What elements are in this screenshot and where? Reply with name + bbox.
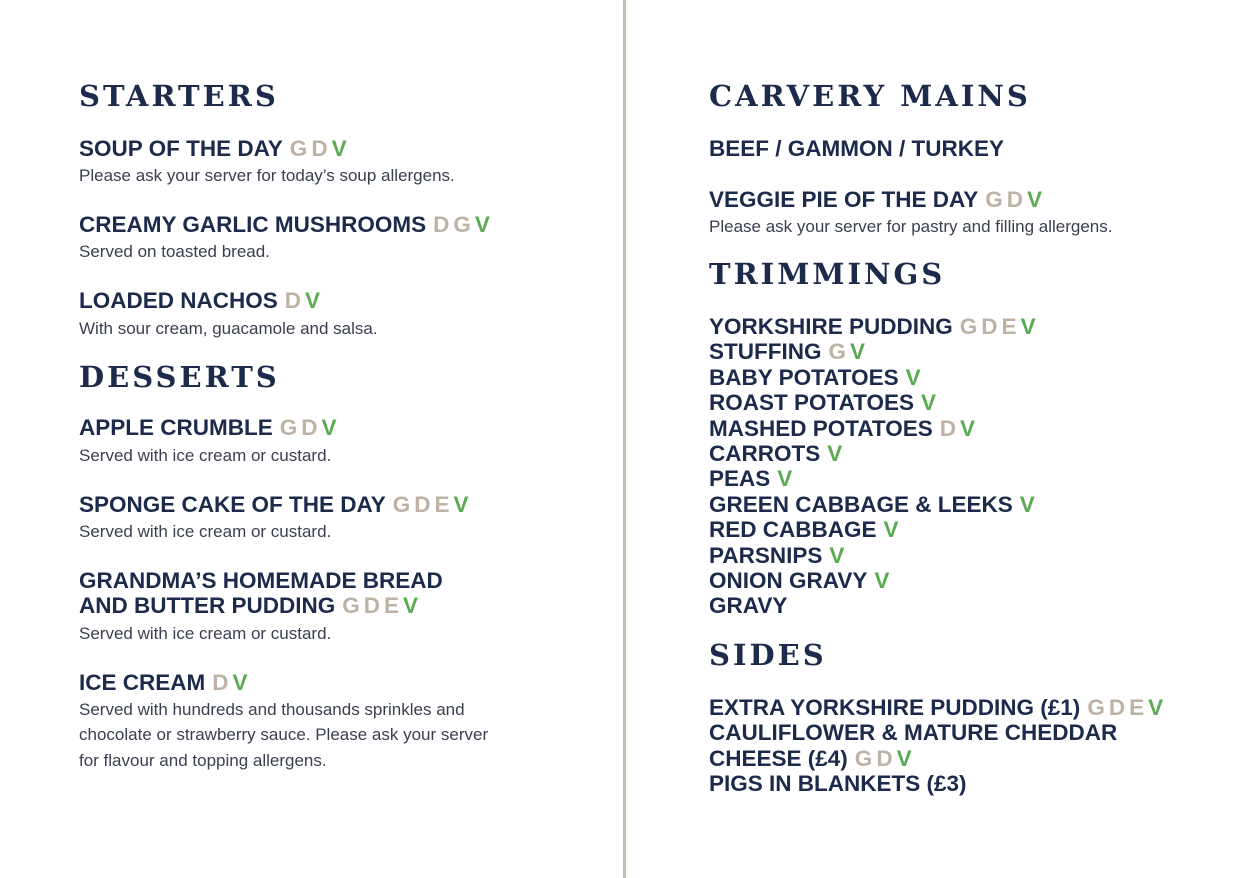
tag-egg: E [1001,314,1017,339]
menu-item-sponge-cake [79,492,469,518]
tag-gluten: G [959,314,978,339]
item-name: SPONGE CAKE OF THE DAY [79,492,386,517]
tag-gluten: G [985,187,1003,212]
tag-vegetarian: V [777,466,793,492]
tag-dairy: D [939,415,957,441]
item-description: Served with ice cream or custard. [79,446,332,465]
trimmings-list [709,314,1036,619]
tag-vegetarian: V [960,415,976,441]
list-item: PIGS IN BLANKETS (£3) [709,771,967,797]
list-item: BABY POTATOES V [709,364,921,390]
menu-item-loaded-nachos [79,288,320,314]
tag-gluten: G [342,593,360,618]
tag-dairy: D [311,136,328,161]
allergen-tags [433,212,490,237]
allergen-tags [290,136,347,161]
tag-vegetarian: V [321,415,337,440]
item-description-line1: Served with hundreds and thousands sprinkles and [79,700,465,719]
item-description: With sour cream, guacamole and salsa. [79,319,378,338]
tag-vegetarian: V [453,492,469,517]
tag-vegetarian: V [829,542,845,568]
menu-item-apple-crumble [79,415,337,441]
tag-dairy: D [981,314,998,339]
menu-item-veggie-pie [709,187,1042,213]
tag-vegetarian: V [827,441,843,467]
menu-item-bread-butter-pudding-line2 [79,593,418,619]
allergen-tags [985,187,1042,212]
menu-item-carvery-meats [709,136,1004,162]
tag-egg: E [1129,695,1145,720]
list-item: EXTRA YORKSHIRE PUDDING (£1) G D E V [709,695,1164,720]
tag-vegetarian: V [232,670,248,695]
item-name: ICE CREAM [79,670,206,695]
item-name: BEEF / GAMMON / TURKEY [709,136,1005,161]
item-description-line3: for flavour and topping allergens. [79,751,327,770]
tag-vegetarian: V [1148,695,1164,720]
list-item: GREEN CABBAGE & LEEKS V [709,491,1035,517]
tag-dairy: D [301,415,318,440]
allergen-tags [342,593,418,618]
tag-dairy: D [876,745,893,771]
desserts-heading: DESSERTS [79,360,280,394]
starters-heading: STARTERS [79,79,279,113]
tag-egg: E [434,492,450,517]
tag-gluten: G [279,415,298,440]
tag-gluten: G [1087,695,1105,720]
list-item: CARROTS V [709,441,843,467]
list-item: PEAS V [709,466,793,492]
tag-vegetarian: V [1020,314,1036,339]
item-description-line2: chocolate or strawberry sauce. Please ask your server [79,725,489,744]
list-item: YORKSHIRE PUDDING G D E V [709,314,1036,339]
tag-gluten: G [392,492,411,517]
item-description: Served on toasted bread. [79,242,270,261]
allergen-tags [212,670,247,695]
tag-dairy: D [433,212,450,237]
item-name: CREAMY GARLIC MUSHROOMS [79,212,427,237]
tag-dairy: D [1108,695,1126,720]
tag-vegetarian: V [905,364,921,390]
item-name: LOADED NACHOS [79,288,278,313]
column-divider [623,0,626,878]
menu-item-garlic-mushrooms [79,212,490,238]
item-name: VEGGIE PIE OF THE DAY [709,187,979,212]
tag-gluten: G [854,745,873,771]
tag-dairy: D [1006,187,1023,212]
item-name: APPLE CRUMBLE [79,415,273,440]
list-item: ONION GRAVY V [709,568,890,594]
tag-vegetarian: V [1019,491,1035,517]
sides-list [709,695,1163,797]
tag-gluten: G [289,136,308,161]
list-item: STUFFING G V [709,339,866,365]
tag-vegetarian: V [850,339,866,365]
menu-item-soup [79,136,347,162]
tag-vegetarian: V [403,593,419,618]
list-item: ROAST POTATOES V [709,390,937,416]
allergen-tags [285,288,320,313]
menu-item-bread-butter-pudding-line1 [79,568,443,594]
allergen-tags [393,492,469,517]
tag-vegetarian: V [921,390,937,416]
tag-gluten: G [453,212,471,237]
item-description: Please ask your server for today’s soup allergens. [79,166,455,185]
tag-dairy: D [284,288,302,313]
tag-dairy: D [212,670,229,695]
list-item: GRAVY [709,593,788,619]
tag-vegetarian: V [874,568,890,594]
list-item: CAULIFLOWER & MATURE CHEDDAR [709,720,1118,746]
tag-vegetarian: V [896,745,912,771]
tag-gluten: G [828,339,847,365]
tag-egg: E [384,593,400,618]
item-description: Please ask your server for pastry and filling allergens. [709,217,1113,236]
item-description: Served with ice cream or custard. [79,522,332,541]
tag-dairy: D [414,492,431,517]
tag-dairy: D [363,593,381,618]
sides-heading: SIDES [709,638,827,672]
tag-vegetarian: V [883,517,899,543]
tag-vegetarian: V [1027,187,1043,212]
allergen-tags [280,415,337,440]
item-name: AND BUTTER PUDDING [79,593,336,618]
tag-vegetarian: V [331,136,347,161]
list-item: MASHED POTATOES D V [709,415,976,441]
trimmings-heading: TRIMMINGS [709,257,946,291]
list-item: CHEESE (£4) G D V [709,745,912,771]
item-name: GRANDMA’S HOMEMADE BREAD [79,568,443,593]
tag-vegetarian: V [305,288,321,313]
item-description: Served with ice cream or custard. [79,624,332,643]
list-item: PARSNIPS V [709,542,845,568]
list-item: RED CABBAGE V [709,517,899,543]
carvery-mains-heading: CARVERY MAINS [709,79,1031,113]
menu-item-ice-cream [79,670,248,696]
item-name: SOUP OF THE DAY [79,136,283,161]
tag-vegetarian: V [474,212,490,237]
